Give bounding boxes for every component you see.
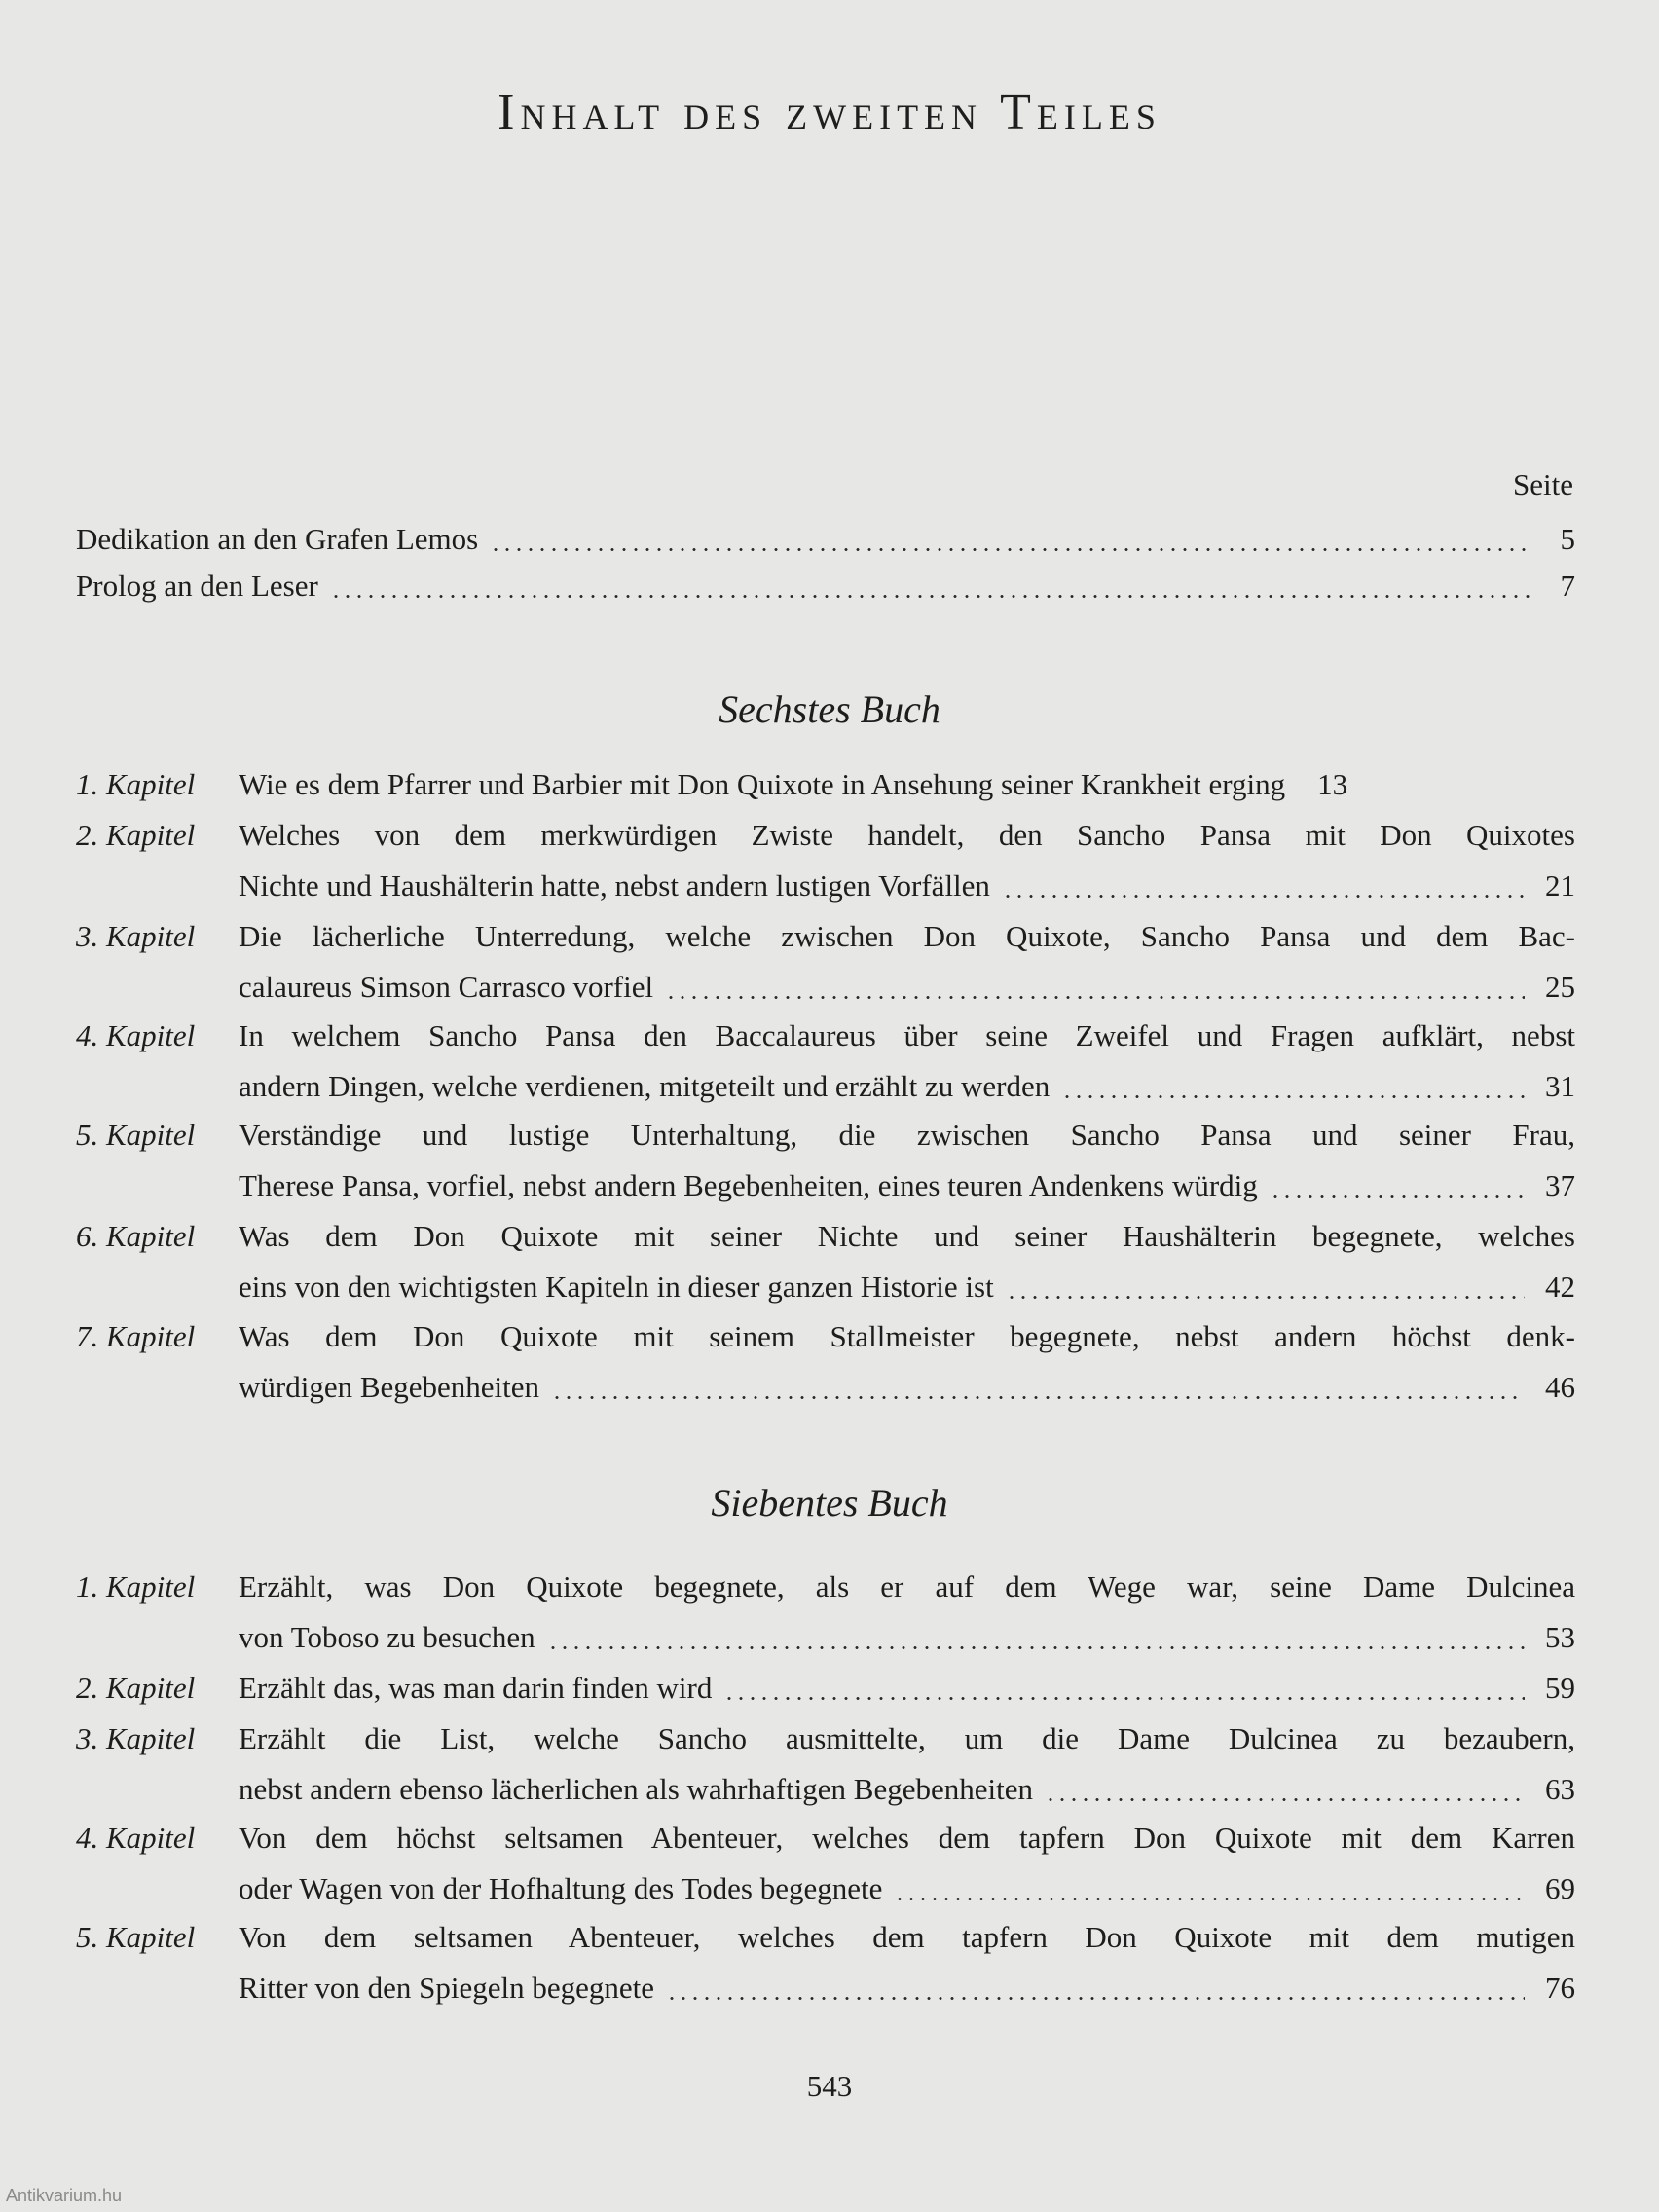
leader-dots (665, 996, 1525, 999)
chapter-title-line: Wie es dem Pfarrer und Barbier mit Don Quixote in Ansehung seiner Krankheit erging (239, 767, 1286, 801)
chapter-title-line: Die lächerliche Unterredung, welche zwischen Don Quixote, Sancho Pansa und dem Bac- (239, 919, 1575, 953)
chapter-number: 2. Kapitel (76, 818, 196, 852)
chapter-title-line: Erzählt das, was man darin finden wird (239, 1671, 713, 1705)
leader-dots (1006, 1296, 1525, 1299)
page-folio: 543 (806, 2069, 853, 2103)
chapter-title-line: von Toboso zu besuchen (239, 1620, 535, 1654)
chapter-title-line: In welchem Sancho Pansa den Baccalaureus über seine Zweifel und Fragen aufklärt, nebst (239, 1018, 1575, 1052)
toc-page-number: 25 (1545, 970, 1575, 1004)
chapter-title-line: Was dem Don Quixote mit seiner Nichte und seiner Haushälterin begegnete, welches (239, 1219, 1575, 1253)
chapter-title-line: Therese Pansa, vorfiel, nebst andern Begebenheiten, eines teuren Andenkens würdig (239, 1168, 1258, 1202)
chapter-title-line: Verständige und lustige Unterhaltung, die zwischen Sancho Pansa und seiner Frau, (239, 1118, 1575, 1152)
leader-dots (330, 595, 1530, 598)
chapter-title-line: Erzählt, was Don Quixote begegnete, als er auf dem Wege war, seine Dame Dulcinea (239, 1569, 1575, 1604)
watermark: Antikvarium.hu (6, 2186, 123, 2205)
toc-front-row (76, 561, 1575, 611)
leader-dots (894, 1898, 1525, 1900)
chapter-number: 4. Kapitel (76, 1018, 196, 1052)
chapter-title-line: Erzählt die List, welche Sancho ausmittelte, um die Dame Dulcinea zu bezaubern, (239, 1721, 1575, 1755)
book-title-sechstes: Sechstes Buch (719, 687, 940, 731)
chapter-title-line: eins von den wichtigsten Kapiteln in dieser ganzen Historie ist (239, 1270, 994, 1304)
chapter-number: 4. Kapitel (76, 1821, 196, 1855)
chapter-number: 5. Kapitel (76, 1920, 196, 1954)
leader-dots (1270, 1195, 1525, 1198)
toc-page-number: 5 (1560, 522, 1575, 556)
toc-page-number: 69 (1545, 1871, 1575, 1905)
toc-page-number: 63 (1545, 1772, 1575, 1806)
chapter-title-line: würdigen Begebenheiten (239, 1370, 540, 1404)
chapter-title-line: Ritter von den Spiegeln begegnete (239, 1971, 654, 2005)
chapter-number: 7. Kapitel (76, 1319, 196, 1353)
chapter-title-line: andern Dingen, welche verdienen, mitgeteilt und erzählt zu werden (239, 1069, 1051, 1103)
leader-dots (666, 1997, 1525, 2000)
leader-dots (490, 548, 1530, 551)
chapter-number: 2. Kapitel (76, 1671, 196, 1705)
chapter-title-line: Nichte und Haushälterin hatte, nebst andern lustigen Vorfällen (239, 868, 990, 903)
chapter-number: 1. Kapitel (76, 767, 196, 801)
leader-dots (1045, 1798, 1525, 1801)
toc-front-text: Dedikation an den Grafen Lemos (76, 522, 479, 556)
leader-dots (1002, 895, 1525, 898)
chapter-number: 1. Kapitel (76, 1569, 196, 1604)
toc-page-number: 21 (1545, 868, 1575, 903)
leader-dots (551, 1396, 1525, 1399)
book-title-siebentes: Siebentes Buch (711, 1481, 948, 1525)
toc-page-number: 37 (1545, 1168, 1575, 1202)
toc-front-text: Prolog an den Leser (76, 569, 318, 603)
seite-label: Seite (1513, 467, 1573, 501)
page-title: Inhalt des zweiten Teiles (498, 85, 1161, 140)
chapter-number: 3. Kapitel (76, 1721, 196, 1755)
leader-dots (547, 1646, 1525, 1649)
toc-page-number: 76 (1545, 1971, 1575, 2005)
toc-page-number: 59 (1545, 1671, 1575, 1705)
toc-page-number: 31 (1545, 1069, 1575, 1103)
chapter-number: 3. Kapitel (76, 919, 196, 953)
toc-front-row (76, 514, 1575, 565)
leader-dots (1061, 1095, 1525, 1098)
chapter-title-line: Was dem Don Quixote mit seinem Stallmeister begegnete, nebst andern höchst denk- (239, 1319, 1575, 1353)
chapter-title-line: calaureus Simson Carrasco vorfiel (239, 970, 654, 1004)
toc-page-number: 53 (1545, 1620, 1575, 1654)
chapter-title-line: oder Wagen von der Hofhaltung des Todes begegnete (239, 1871, 883, 1905)
leader-dots (1291, 793, 1303, 796)
chapter-title-line: Von dem seltsamen Abenteuer, welches dem tapfern Don Quixote mit dem mutigen (239, 1920, 1575, 1954)
chapter-title-line: Welches von dem merkwürdigen Zwiste handelt, den Sancho Pansa mit Don Quixotes (239, 818, 1575, 852)
toc-page-number: 13 (1317, 767, 1348, 801)
leader-dots (723, 1697, 1525, 1700)
toc-page-number: 7 (1560, 569, 1575, 603)
chapter-title-line: nebst andern ebenso lächerlichen als wahrhaftigen Begebenheiten (239, 1772, 1033, 1806)
chapter-number: 5. Kapitel (76, 1118, 196, 1152)
toc-page-number: 46 (1545, 1370, 1575, 1404)
chapter-number: 6. Kapitel (76, 1219, 196, 1253)
chapter-title-line: Von dem höchst seltsamen Abenteuer, welches dem tapfern Don Quixote mit dem Karren (239, 1821, 1575, 1855)
toc-page-number: 42 (1545, 1270, 1575, 1304)
